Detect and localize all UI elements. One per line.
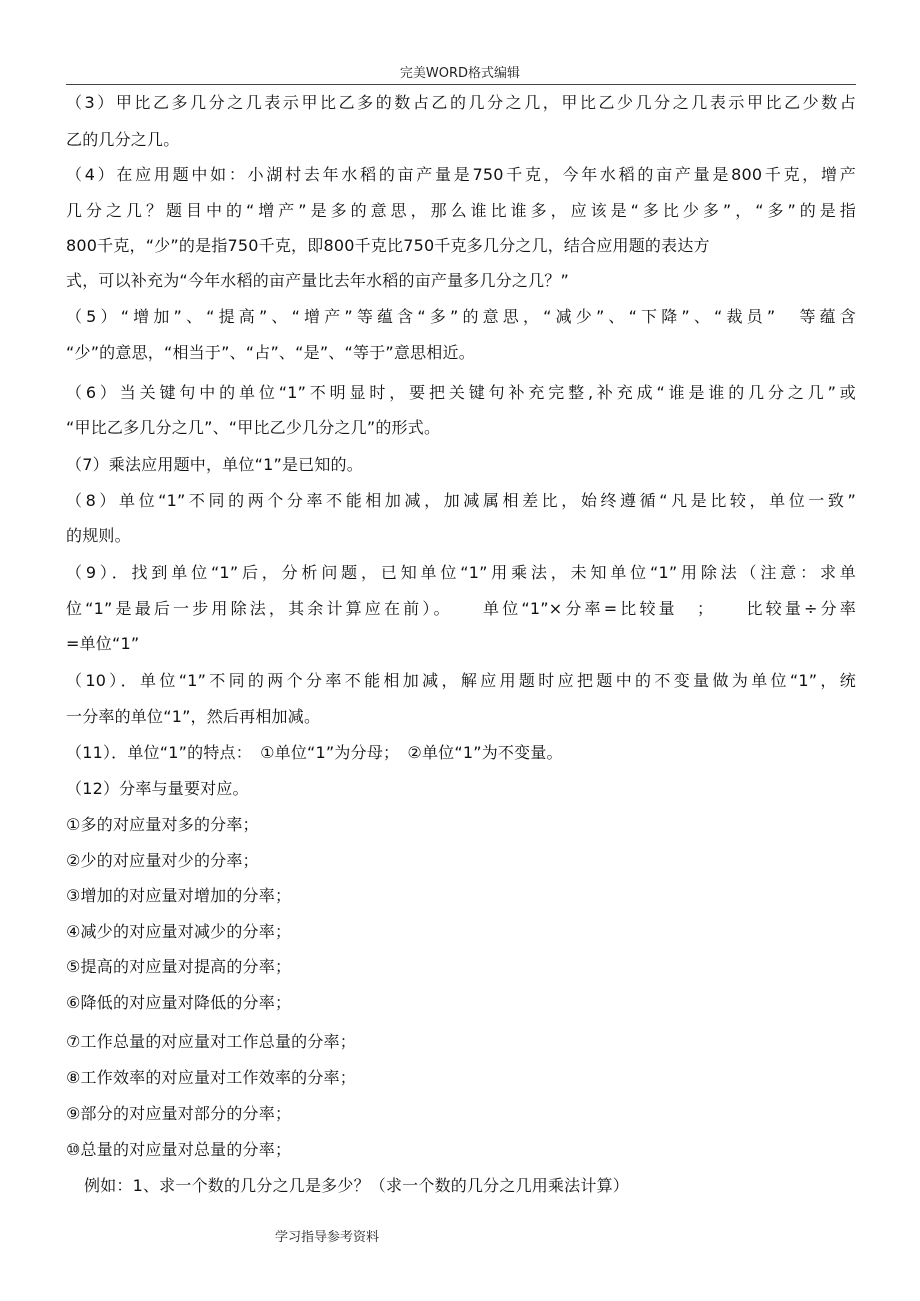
paragraph-line: 一分率的单位“1”，然后再相加减。 [66, 707, 321, 726]
paragraph-line: （5）“增加”、“提高”、“增产”等蕴含“多”的意思，“减少”、“下降”、“裁员” 等蕴含 [66, 307, 856, 326]
paragraph-line: “甲比乙多几分之几”、“甲比乙少几分之几”的形式。 [66, 418, 441, 437]
list-item: ⑥降低的对应量对降低的分率； [66, 993, 292, 1012]
paragraph-line: （10）．单位“1”不同的两个分率不能相加减，解应用题时应把题中的不变量做为单位“1”，统 [66, 671, 856, 690]
list-item: ④减少的对应量对减少的分率； [66, 922, 292, 941]
paragraph-line: 800千克，“少”的是指750千克，即800千克比750千克多几分之几，结合应用题的表达方 [66, 236, 710, 255]
header-divider [66, 84, 856, 85]
paragraph-line: 式，可以补充为“今年水稻的亩产量比去年水稻的亩产量多几分之几？” [66, 271, 569, 290]
list-item: ③增加的对应量对增加的分率； [66, 886, 292, 905]
paragraph-line: 几分之几？题目中的“增产”是多的意思，那么谁比谁多，应该是“多比少多”，“多”的是指 [66, 201, 856, 220]
paragraph-line: （7）乘法应用题中，单位“1”是已知的。 [66, 455, 363, 474]
list-item: ②少的对应量对少的分率； [66, 851, 259, 870]
list-item: ⑤提高的对应量对提高的分率； [66, 957, 292, 976]
example-line: 例如：1、求一个数的几分之几是多少？（求一个数的几分之几用乘法计算） [84, 1176, 629, 1195]
list-item: ⑧工作效率的对应量对工作效率的分率； [66, 1068, 356, 1087]
paragraph-line: （12）分率与量要对应。 [66, 779, 249, 798]
page-footer: 学习指导参考资料 [275, 1230, 380, 1245]
paragraph-line: （11）．单位“1”的特点： ①单位“1”为分母； ②单位“1”为不变量。 [66, 743, 563, 762]
paragraph-line: （3）甲比乙多几分之几表示甲比乙多的数占乙的几分之几，甲比乙少几分之几表示甲比乙少数占 [66, 93, 856, 112]
paragraph-line: =单位“1” [66, 634, 140, 653]
list-item: ⑦工作总量的对应量对工作总量的分率； [66, 1032, 356, 1051]
paragraph-line: （9）．找到单位“1”后，分析问题，已知单位“1”用乘法，未知单位“1”用除法（注意：求单 [66, 563, 856, 582]
list-item: ⑨部分的对应量对部分的分率； [66, 1104, 292, 1123]
list-item: ⑩总量的对应量对总量的分率； [66, 1140, 292, 1159]
paragraph-line: （8）单位“1”不同的两个分率不能相加减，加减属相差比，始终遵循“凡是比较，单位一致” [66, 491, 856, 510]
paragraph-line: “少”的意思，“相当于”、“占”、“是”、“等于”意思相近。 [66, 343, 475, 362]
list-item: ①多的对应量对多的分率； [66, 815, 259, 834]
paragraph-line: 位“1”是最后一步用除法，其余计算应在前）。 单位“1”×分率=比较量 ； 比较量÷分率 [66, 599, 856, 618]
page-header: 完美WORD格式编辑 [399, 66, 521, 81]
paragraph-line: 的规则。 [66, 526, 131, 545]
paragraph-line: （6）当关键句中的单位“1”不明显时，要把关键句补充完整,补充成“谁是谁的几分之几”或 [66, 383, 856, 402]
paragraph-line: 乙的几分之几。 [66, 130, 180, 149]
paragraph-line: （4）在应用题中如：小湖村去年水稻的亩产量是750千克，今年水稻的亩产量是800千克，增产 [66, 165, 856, 184]
